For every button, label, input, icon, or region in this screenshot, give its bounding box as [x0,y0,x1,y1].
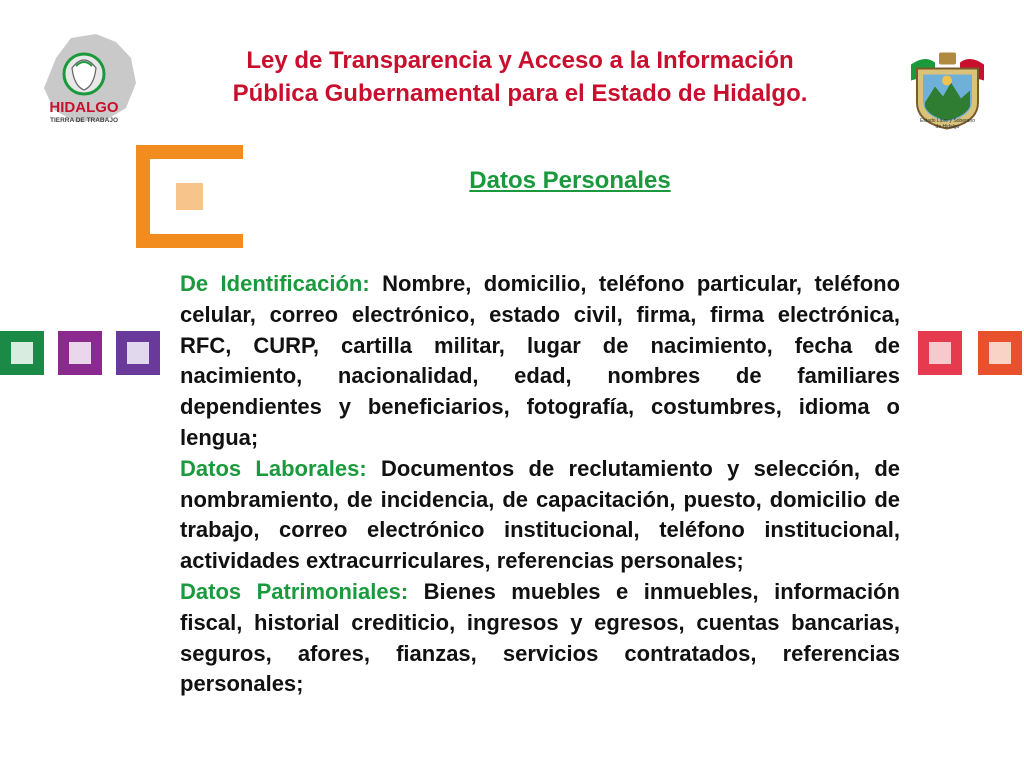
title-line-2: Pública Gubernamental para el Estado de Hidalgo. [232,80,808,107]
paragraph-identificacion [180,269,900,454]
violet-square-inner [127,342,149,364]
title-line-1: Ley de Transparencia y Acceso a la Información [246,47,794,74]
paragraph-patrimoniales [180,577,900,700]
paragraph-body: Documentos de reclutamiento y selección, de nombramiento, de incidencia, de capacitación, puesto, domicilio de trabajo, correo electrónico institucional, teléfono institucional, actividades extracurriculares, referencias personales; [180,455,900,574]
purple-square-decoration [58,331,102,375]
logo-tagline: TIERRA DE TRABAJO [49,117,119,124]
violet-square-decoration [116,331,160,375]
paragraph-label: Datos Patrimoniales: [180,578,409,604]
seal-caption-line-1: Estado Libre y Soberano [919,118,976,124]
green-square-decoration [0,331,44,375]
purple-square-inner [69,342,91,364]
seal-caption [905,118,990,130]
paragraph-body: Bienes muebles e inmuebles, información fiscal, historial crediticio, ingresos y egresos, cuentas bancarias, seguros, afores, fianzas, servicios contratados, referencias personales; [180,578,900,697]
orange-bracket-decoration [136,145,243,248]
pink-square-inner [929,342,951,364]
green-square-inner [11,342,33,364]
red-orange-square-inner [989,342,1011,364]
paragraph-laborales [180,454,900,577]
seal-caption-line-2: de Hidalgo [935,124,960,130]
personal-data-text [180,269,900,700]
section-heading: Datos Personales [469,167,671,194]
red-orange-square-decoration [978,331,1022,375]
hidalgo-tierra-de-trabajo-logo [36,28,146,128]
paragraph-body: Nombre, domicilio, teléfono particular, teléfono celular, correo electrónico, estado civil, firma, firma electrónica, RFC, CURP, cartilla militar, lugar de nacimiento, fecha de nacimiento, nacionalidad, edad, nombres de familiares dependientes y beneficiarios, fotografía, costumbres, idioma o lengua; [180,271,901,450]
paragraph-label: Datos Laborales: [180,455,367,481]
logo-text: HIDALGO [49,99,119,116]
paragraph-label: De Identificación: [180,271,370,296]
page-title [170,44,870,110]
pink-square-decoration [918,331,962,375]
